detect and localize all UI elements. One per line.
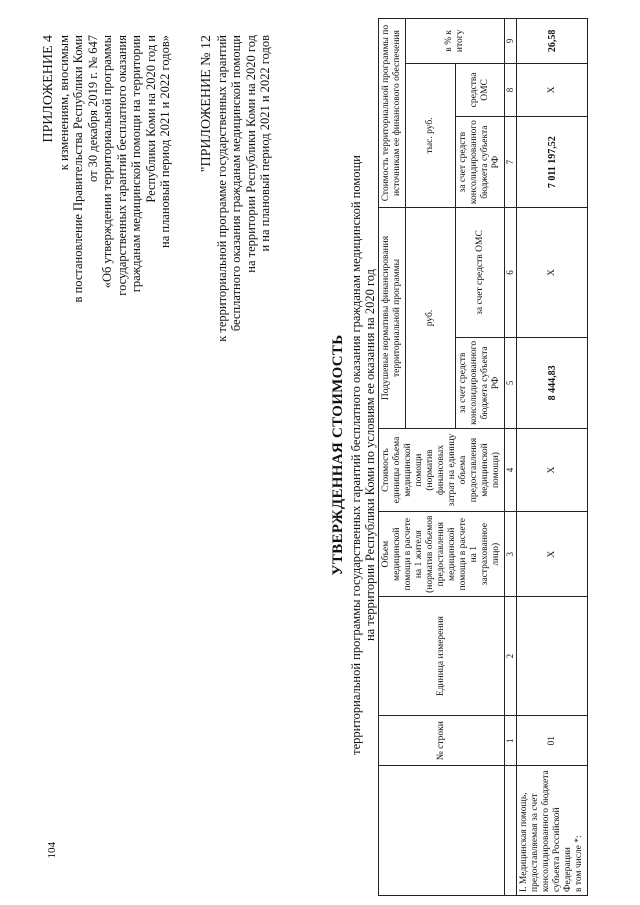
- row-label: I. Медицинская помощь, предоставляемая за счет консолидированного бюджета субъекта Российской Федерации: [519, 770, 573, 892]
- header-cost-group: Стоимость территориальной программы по источникам ее финансового обеспечения: [379, 19, 406, 208]
- header-cost-oms: средства ОМС: [456, 63, 505, 116]
- appendix-program-line: к территориальной программе государственных гарантий: [214, 35, 229, 342]
- row-sublabel: в том числе *:: [574, 835, 584, 892]
- appendix-program-line: на территории Республики Коми на 2020 год: [243, 35, 258, 273]
- header-cost-budget: за счет средств консолидированного бюджета субъекта РФ: [456, 117, 505, 208]
- column-number-empty: [505, 766, 517, 896]
- appendix-amendment-line: Республики Коми на 2020 год и: [143, 35, 158, 203]
- row-cost-oms-cell: Х: [517, 63, 588, 116]
- header-volume: Объем медицинской помощи в расчете на 1 жителя (норматив объемов предоставления медицинской помощи в расчете на 1 застрахованное лицо): [379, 512, 505, 597]
- appendix-amendment-heading: ПРИЛОЖЕНИЕ 4: [41, 35, 56, 143]
- header-cost-unit: тыс. руб.: [406, 63, 456, 207]
- row-unit-cell: [517, 597, 588, 716]
- header-norm-group: Подушевые нормативы финансирования территориальной программы: [379, 208, 406, 429]
- column-number: 1: [505, 715, 517, 766]
- row-volume-cell: Х: [517, 512, 588, 597]
- page-subtitle: [349, 25, 377, 885]
- appendix-amendment-block: [42, 35, 173, 345]
- header-norm-unit: руб.: [406, 208, 456, 429]
- header-cost: Стоимость единицы объема медицинской помощи (норматив финансовых затрат на единицу объема предоставления медицинской помощи): [379, 428, 505, 511]
- column-number: 4: [505, 428, 517, 511]
- column-number: 9: [505, 19, 517, 64]
- appendix-amendment-line: к изменениям, вносимым: [56, 35, 71, 171]
- appendix-amendment-line: государственных гарантий бесплатного оказания: [114, 35, 129, 296]
- appendix-amendment-line: на плановый период 2021 и 2022 годов»: [158, 35, 172, 248]
- appendix-amendment-line: от 30 декабря 2019 г. № 647: [85, 35, 100, 183]
- row-cost-cell: Х: [517, 428, 588, 511]
- column-number: 3: [505, 512, 517, 597]
- appendix-amendment-line: в постановление Правительства Республики Коми: [71, 35, 85, 303]
- column-number: 5: [505, 337, 517, 428]
- column-number: 8: [505, 63, 517, 116]
- page-number: 104: [46, 842, 58, 859]
- column-number: 7: [505, 117, 517, 208]
- row-cost-budget-cell: 7 011 197,52: [517, 117, 588, 208]
- row-pct-cell: 26,58: [517, 19, 588, 64]
- cost-table: [378, 18, 588, 896]
- header-empty-cell: [379, 766, 505, 896]
- row-norm-budget-cell: 8 444,83: [517, 337, 588, 428]
- header-pct: в % к итогу: [406, 19, 505, 64]
- appendix-program-line: и на плановый период 2021 и 2022 годов: [258, 35, 272, 252]
- table-row: [517, 19, 588, 896]
- row-label-cell: [517, 766, 588, 896]
- header-unit: Единица измерения: [379, 597, 505, 716]
- appendix-amendment-line: «Об утверждении территориальной программы: [100, 35, 114, 289]
- appendix-program-heading: "ПРИЛОЖЕНИЕ № 12: [199, 35, 214, 173]
- appendix-program-block: [200, 35, 273, 345]
- row-norm-oms-cell: Х: [517, 208, 588, 338]
- header-norm-oms: за счет средств ОМС: [456, 208, 505, 338]
- header-norm-budget: за счет средств консолидированного бюджета субъекта РФ: [456, 337, 505, 428]
- column-number: 6: [505, 208, 517, 338]
- page-title: УТВЕРЖДЕННАЯ СТОИМОСТЬ: [330, 334, 346, 576]
- subtitle-line: территориальной программы государственных гарантий бесплатного оказания гражданам медицинской помощи: [349, 155, 363, 755]
- appendix-amendment-line: гражданам медицинской помощи на территории: [129, 35, 143, 293]
- header-row-no: № строки: [379, 715, 505, 766]
- column-number: 2: [505, 597, 517, 716]
- appendix-program-line: бесплатного оказания гражданам медицинской помощи: [229, 35, 243, 332]
- row-no-cell: 01: [517, 715, 588, 766]
- subtitle-line: на территории Республики Коми по условиям ее оказания на 2020 год: [363, 268, 377, 642]
